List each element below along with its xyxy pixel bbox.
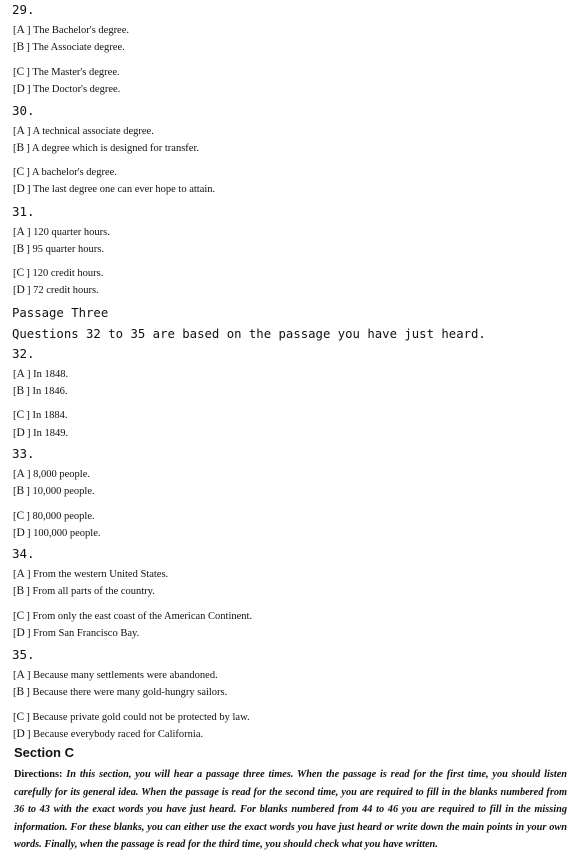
option-b: [B ] Because there were many gold-hungry sailors.: [13, 686, 228, 698]
option-d: [D ] 100,000 people.: [13, 527, 101, 539]
option-c: [C ] Because private gold could not be protected by law.: [13, 711, 250, 723]
question-number: 35.: [12, 647, 35, 662]
option-c: [C ] The Master's degree.: [13, 66, 120, 78]
option-d: [D ] Because everybody raced for California.: [13, 728, 204, 740]
option-c: [C ] 120 credit hours.: [13, 267, 104, 279]
option-a: [A ] A technical associate degree.: [13, 125, 154, 137]
option-a: [A ] 120 quarter hours.: [13, 226, 110, 238]
directions-label: Directions:: [14, 769, 63, 780]
option-d: [D ] The Doctor's degree.: [13, 83, 121, 95]
option-b: [B ] 10,000 people.: [13, 485, 95, 497]
option-a: [A ] 8,000 people.: [13, 468, 91, 480]
option-d: [D ] From San Francisco Bay.: [13, 627, 140, 639]
option-d: [D ] The last degree one can ever hope to attain.: [13, 183, 216, 195]
question-number: 30.: [12, 103, 35, 118]
question-number: 33.: [12, 446, 35, 461]
question-number: 31.: [12, 204, 35, 219]
question-number: 32.: [12, 346, 35, 361]
directions-paragraph: [14, 766, 567, 854]
option-a: [A ] In 1848.: [13, 368, 69, 380]
option-a: [A ] The Bachelor's degree.: [13, 24, 130, 36]
passage-intro: Questions 32 to 35 are based on the passage you have just heard.: [12, 327, 486, 341]
question-number: 29.: [12, 2, 35, 17]
option-c: [C ] From only the east coast of the American Continent.: [13, 610, 253, 622]
option-c: [C ] 80,000 people.: [13, 510, 95, 522]
option-d: [D ] 72 credit hours.: [13, 284, 99, 296]
option-a: [A ] From the western United States.: [13, 568, 169, 580]
option-b: [B ] From all parts of the country.: [13, 585, 155, 597]
option-a: [A ] Because many settlements were abandoned.: [13, 669, 218, 681]
passage-title: Passage Three: [12, 306, 109, 320]
section-title: Section C: [14, 745, 74, 760]
option-d: [D ] In 1849.: [13, 427, 69, 439]
option-b: [B ] A degree which is designed for transfer.: [13, 142, 199, 154]
question-number: 34.: [12, 546, 35, 561]
option-b: [B ] In 1846.: [13, 385, 68, 397]
option-b: [B ] The Associate degree.: [13, 41, 125, 53]
option-c: [C ] In 1884.: [13, 409, 68, 421]
directions-text: In this section, you will hear a passage three times. When the passage is read for the first time, you should listen carefully for its general idea. When the passage is read for the second time, you are required to fill in the blanks numbered from 36 to 43 with the exact words you have just heard. For blanks numbered from 44 to 46 you are required to fill in the missing information. For these blanks, you can either use the exact words you have just heard or write down the main points in your own words. Finally, when the passage is read for the third time, you should check what you have written.: [14, 769, 567, 851]
option-b: [B ] 95 quarter hours.: [13, 243, 104, 255]
option-c: [C ] A bachelor's degree.: [13, 166, 117, 178]
